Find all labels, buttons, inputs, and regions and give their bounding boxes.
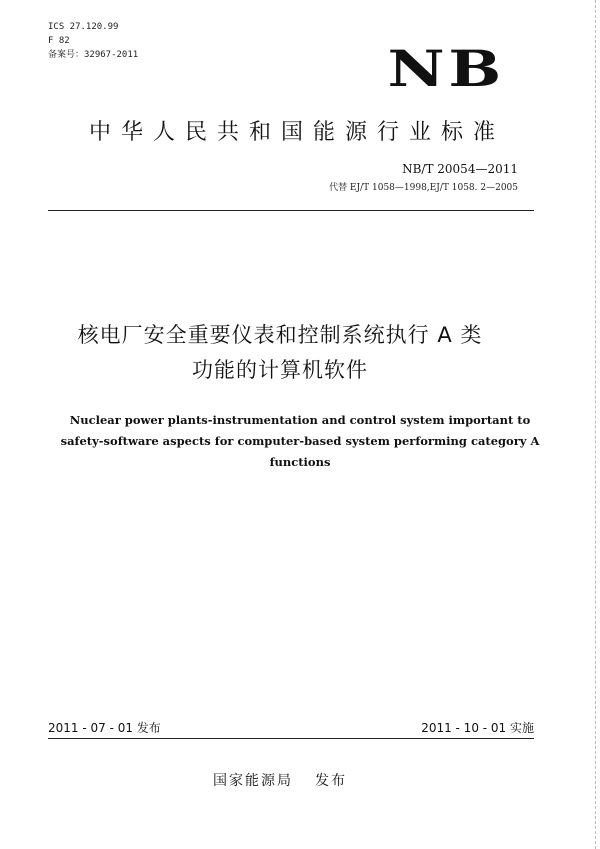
scan-edge: [595, 0, 596, 849]
top-divider: [48, 210, 534, 211]
standard-category-title: 中华人民共和国能源行业标准: [88, 120, 505, 145]
chinese-title-line-1: 核电厂安全重要仪表和控制系统执行 A 类: [77, 323, 483, 347]
chinese-title: [0, 318, 560, 388]
category-code: F 82: [48, 36, 70, 46]
filing-number: 备案号：32967-2011: [48, 50, 139, 60]
english-title: [40, 410, 560, 473]
ics-code: ICS 27.120.99: [48, 22, 119, 32]
english-title-line-3: functions: [269, 455, 331, 469]
bottom-divider: [48, 738, 534, 739]
classification-block: [48, 20, 138, 62]
publish-action: 发布: [315, 773, 347, 789]
nb-logo: NB: [387, 39, 505, 98]
implementation-date: 2011 - 10 - 01 实施: [421, 721, 534, 735]
english-title-line-2: safety-software aspects for computer-based system performing category A: [60, 434, 540, 448]
english-title-line-1: Nuclear power plants-instrumentation and control system important to: [69, 413, 531, 427]
issue-date: 2011 - 07 - 01 发布: [48, 721, 161, 735]
publisher-name: 国家能源局: [213, 773, 293, 789]
replaces-standards: 代替 EJ/T 1058—1998,EJ/T 1058. 2—2005: [329, 183, 518, 193]
standard-number: NB/T 20054—2011: [402, 162, 518, 176]
chinese-title-line-2: 功能的计算机软件: [192, 358, 368, 382]
publisher-line: [0, 770, 560, 790]
